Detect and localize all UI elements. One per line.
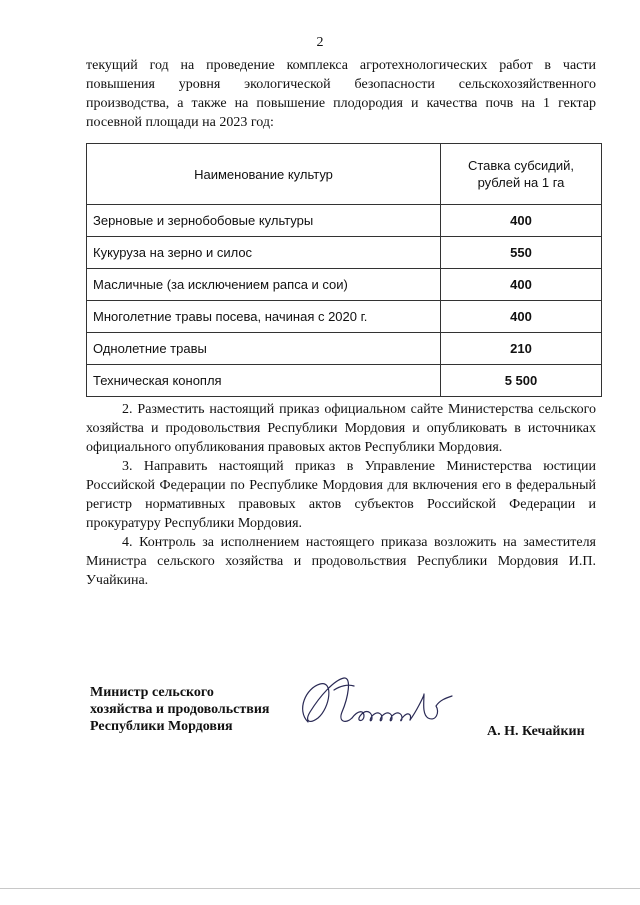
signatory-title-line1: Министр сельского [90,685,214,700]
crop-name-cell: Однолетние травы [87,333,441,365]
crop-name-cell: Многолетние травы посева, начиная с 2020 г. [87,301,441,333]
table-row [87,237,602,269]
rate-cell: 5 500 [441,365,602,397]
order-item-3: 3. Направить настоящий приказ в Управление Министерства юстиции Российской Федерации по Республике Мордовия для включения его в федеральный регистр нормативных правовых актов субъектов Российской Федерации и прокуратуру Республики Мордовия. [86,459,596,531]
rate-cell: 550 [441,237,602,269]
signatory-title-line2: хозяйства и продовольствия [90,702,270,717]
table-row [87,333,602,365]
signatory-title [90,684,269,735]
crop-name-cell: Кукуруза на зерно и силос [87,237,441,269]
crop-name-cell: Зерновые и зернобобовые культуры [87,205,441,237]
crop-column-header: Наименование культур [87,144,441,205]
rate-cell: 210 [441,333,602,365]
rate-cell: 400 [441,301,602,333]
table-row [87,269,602,301]
rate-cell: 400 [441,269,602,301]
rate-column-header [441,144,602,205]
bottom-divider [0,888,640,889]
table-row [87,205,602,237]
rate-header-line2: рублей на 1 га [477,175,565,190]
rate-header-line1: Ставка субсидий, [467,158,575,173]
crop-name-cell: Техническая конопля [87,365,441,397]
table-row [87,301,602,333]
signatory-title-line3: Республики Мордовия [90,719,233,734]
page-number: 2 [316,35,324,50]
order-item-4: 4. Контроль за исполнением настоящего приказа возложить на заместителя Министра сельского хозяйства и продовольствия Республики Мордовия И.П. Учайкина. [86,535,596,588]
handwritten-signature [290,672,460,742]
order-items [86,400,596,590]
order-item-2: 2. Разместить настоящий приказ официальном сайте Министерства сельского хозяйства и продовольствия Республики Мордовия и опубликовать в источниках официального опубликования правовых актов Республики Мордовия. [86,402,596,455]
intro-paragraph: текущий год на проведение комплекса агротехнологических работ в части повышения уровня экологической безопасности сельскохозяйственного производства, а также на повышение плодородия и качества почв на 1 гектар посевной площади на 2023 год: [86,58,596,130]
table-header-row [87,144,602,205]
crop-name-cell: Масличные (за исключением рапса и сои) [87,269,441,301]
signatory-name: А. Н. Кечайкин [487,724,585,739]
table-row [87,365,602,397]
subsidy-rates-table [86,143,602,397]
rate-cell: 400 [441,205,602,237]
